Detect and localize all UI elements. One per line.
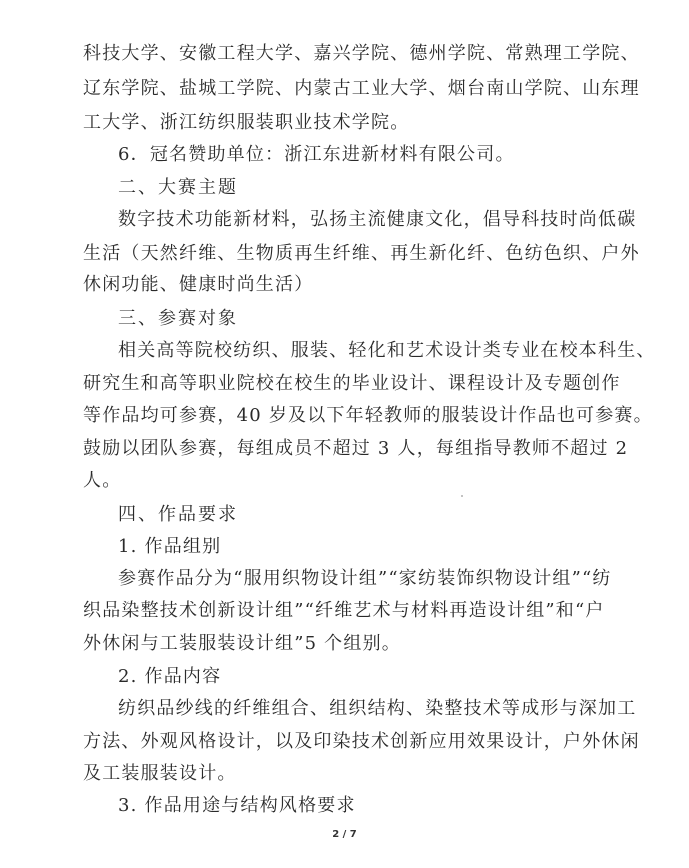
- paragraph-line: 纺织品纱线的纤维组合、组织结构、染整技术等成形与深加工: [118, 698, 637, 719]
- paragraph-line: 参赛作品分为“服用织物设计组”“家纺装饰织物设计组”“纺: [118, 568, 612, 589]
- paragraph-line: 研究生和高等职业院校在校生的毕业设计、课程设计及专题创作: [83, 373, 621, 394]
- paragraph-line: 织品染整技术创新设计组”“纤维艺术与材料再造设计组”和“户: [83, 600, 605, 621]
- section-heading-participants: 三、参赛对象: [118, 308, 238, 329]
- paragraph-line: 外休闲与工装服装设计组”5 个组别。: [83, 633, 401, 654]
- section-heading-requirements: 四、作品要求: [118, 504, 238, 525]
- paragraph-line: 科技大学、安徽工程大学、嘉兴学院、德州学院、常熟理工学院、: [83, 43, 640, 64]
- paragraph-line: 相关高等院校纺织、服装、轻化和艺术设计类专业在校本科生、: [118, 340, 656, 361]
- paragraph-line: 方法、外观风格设计，以及印染技术创新应用效果设计，户外休闲: [83, 731, 640, 752]
- paragraph-line: 休闲功能、健康时尚生活）: [83, 274, 314, 295]
- scan-speck: [461, 495, 463, 497]
- section-heading-theme: 二、大赛主题: [118, 177, 238, 198]
- list-item-sponsor: 6．冠名赞助单位：浙江东进新材料有限公司。: [118, 144, 515, 165]
- paragraph-line: 人。: [83, 470, 122, 491]
- subsection-heading-groups: 1. 作品组别: [118, 536, 222, 557]
- paragraph-line: 等作品均可参赛，40 岁及以下年轻教师的服装设计作品也可参赛。: [83, 405, 653, 426]
- paragraph-line: 数字技术功能新材料，弘扬主流健康文化，倡导科技时尚低碳: [118, 209, 637, 230]
- paragraph-line: 及工装服装设计。: [83, 763, 237, 784]
- paragraph-line: 鼓励以团队参赛，每组成员不超过 3 人，每组指导教师不超过 2: [83, 438, 629, 459]
- subsection-heading-content: 2. 作品内容: [118, 666, 222, 687]
- paragraph-line: 工大学、浙江纺织服装职业技术学院。: [83, 112, 410, 133]
- paragraph-line: 生活（天然纤维、生物质再生纤维、再生新化纤、色纺色织、户外: [83, 243, 640, 264]
- paragraph-line: 辽东学院、盐城工学院、内蒙古工业大学、烟台南山学院、山东理: [83, 78, 640, 99]
- page-number: 2 / 7: [332, 829, 357, 840]
- subsection-heading-usage: 3. 作品用途与结构风格要求: [118, 795, 356, 816]
